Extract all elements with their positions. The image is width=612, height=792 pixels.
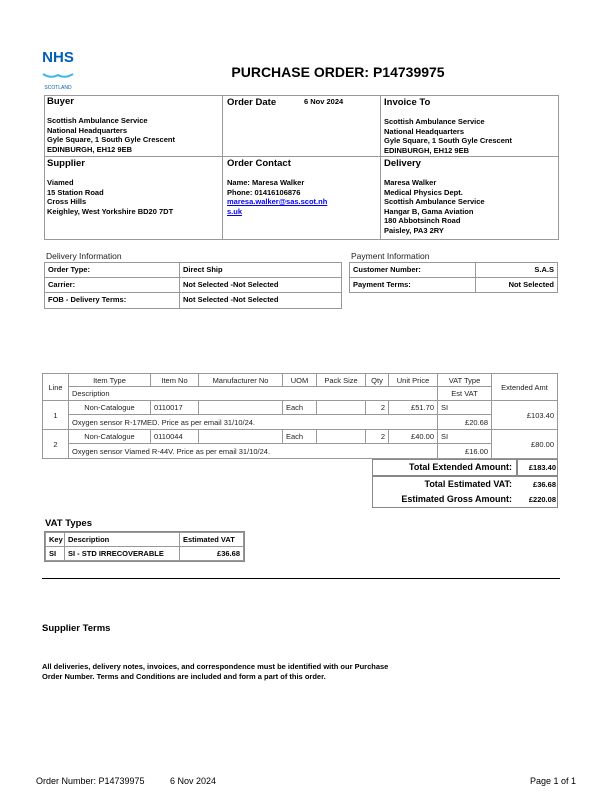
supplier-line: 15 Station Road: [47, 187, 104, 197]
cell-pack-size: [316, 400, 366, 415]
supplier-terms-text: [42, 662, 388, 681]
col-uom: UOM: [282, 373, 317, 387]
supplier-line: Keighley, West Yorkshire BD20 7DT: [47, 206, 174, 216]
cell-extended-amt: £103.40: [491, 400, 558, 430]
cell-uom: Each: [282, 429, 317, 444]
contact-email-link[interactable]: maresa.walker@sas.scot.nh: [227, 197, 328, 206]
contact-email-link-cont[interactable]: s.uk: [227, 206, 243, 216]
col-est-vat: Est VAT: [437, 386, 492, 401]
cell-item-no: 0110044: [150, 429, 199, 444]
buyer-line: Scottish Ambulance Service: [47, 116, 148, 125]
invoice-to-section: [384, 97, 512, 155]
delivery-info-heading: Delivery Information: [46, 251, 122, 261]
cell-uom: Each: [282, 400, 317, 415]
cell-qty: 2: [365, 400, 389, 415]
fob-value: Not Selected -Not Selected: [179, 292, 342, 309]
cell-line: 1: [42, 400, 69, 430]
buyer-line: National Headquarters: [47, 125, 128, 135]
vat-cell-description: SI - STD IRRECOVERABLE: [64, 546, 180, 561]
total-extended-label: Total Extended Amount:: [409, 462, 512, 472]
divider: [42, 578, 560, 579]
supplier-line: Viamed: [47, 178, 74, 187]
cell-extended-amt: £80.00: [491, 429, 558, 459]
footer-page: Page 1 of 1: [529, 776, 576, 786]
cell-qty: 2: [365, 429, 389, 444]
vat-col-estimated: Estimated VAT: [179, 532, 244, 547]
nhs-logo: [40, 50, 76, 92]
cell-est-vat: £20.68: [437, 414, 492, 430]
buyer-line: Gyle Square, 1 South Gyle Crescent: [47, 135, 175, 144]
logo-subtext: SCOTLAND: [44, 85, 72, 91]
col-description: Description: [68, 386, 438, 401]
delivery-line: Hangar B, Gama Aviation: [384, 206, 474, 216]
total-extended-value: £183.40: [528, 463, 556, 472]
total-vat-value: £36.68: [533, 480, 556, 489]
cell-description: Oxygen sensor R-17MED. Price as per email 31/10/24.: [68, 414, 438, 430]
fob-label: FOB - Delivery Terms:: [44, 292, 180, 309]
cell-unit-price: £40.00: [388, 429, 438, 444]
total-vat-label: Total Estimated VAT:: [424, 479, 512, 489]
logo-text: NHS: [42, 49, 74, 66]
order-date-heading: Order Date: [227, 97, 277, 108]
order-type-label: Order Type:: [44, 262, 180, 278]
delivery-line: Medical Physics Dept.: [384, 187, 463, 197]
invoice-line: Scottish Ambulance Service: [384, 117, 485, 126]
cell-item-no: 0110017: [150, 400, 199, 415]
col-pack-size: Pack Size: [316, 373, 366, 387]
logo-wave-icon: [41, 71, 75, 79]
carrier-label: Carrier:: [44, 277, 180, 293]
supplier-heading: Supplier: [47, 158, 86, 169]
payment-terms-value: Not Selected: [475, 277, 558, 293]
vat-cell-key: SI: [45, 546, 65, 561]
cell-vat-type: SI: [437, 429, 492, 444]
carrier-value: Not Selected -Not Selected: [179, 277, 342, 293]
buyer-heading: Buyer: [47, 96, 74, 107]
vat-col-key: Key: [45, 532, 65, 547]
cell-manufacturer-no: [198, 429, 283, 444]
order-type-value: Direct Ship: [179, 262, 342, 278]
payment-info-heading: Payment Information: [351, 251, 430, 261]
footer-date: 6 Nov 2024: [170, 776, 217, 786]
supplier-section: [47, 158, 173, 216]
order-contact-section: [227, 158, 327, 216]
invoice-to-heading: Invoice To: [384, 97, 431, 108]
page-title: PURCHASE ORDER: P14739975: [231, 64, 445, 80]
delivery-line: Scottish Ambulance Service: [384, 197, 485, 206]
cell-description: Oxygen sensor Viamed R-44V. Price as per email 31/10/24.: [68, 443, 438, 459]
cell-manufacturer-no: [198, 400, 283, 415]
footer-order-number: Order Number: P14739975: [36, 776, 145, 786]
cell-est-vat: £16.00: [437, 443, 492, 459]
col-manufacturer-no: Manufacturer No: [198, 373, 283, 387]
cell-unit-price: £51.70: [388, 400, 438, 415]
vat-cell-estimated: £36.68: [179, 546, 244, 561]
col-vat-type: VAT Type: [437, 373, 492, 387]
cell-pack-size: [316, 429, 366, 444]
col-item-type: Item Type: [68, 373, 151, 387]
customer-number-value: S.A.S: [475, 262, 558, 278]
col-item-no: Item No: [150, 373, 199, 387]
terms-line: Order Number. Terms and Conditions are included and form a part of this order.: [42, 671, 326, 681]
delivery-heading: Delivery: [384, 158, 421, 169]
buyer-section: [47, 97, 175, 154]
invoice-line: Gyle Square, 1 South Gyle Crescent: [384, 136, 512, 145]
cell-line: 2: [42, 429, 69, 459]
cell-item-type: Non-Catalogue: [68, 429, 151, 444]
delivery-line: Maresa Walker: [384, 178, 437, 187]
col-unit-price: Unit Price: [388, 373, 438, 387]
delivery-line: Paisley, PA3 2RY: [384, 225, 444, 235]
invoice-line: EDINBURGH, EH12 9EB: [384, 145, 470, 155]
vat-col-description: Description: [64, 532, 180, 547]
delivery-line: 180 Abbotsinch Road: [384, 216, 461, 225]
supplier-line: Cross Hills: [47, 197, 87, 206]
gross-label: Estimated Gross Amount:: [401, 494, 512, 504]
invoice-line: National Headquarters: [384, 126, 465, 136]
order-date-value: 6 Nov 2024: [304, 97, 344, 106]
order-contact-heading: Order Contact: [227, 158, 291, 169]
col-qty: Qty: [365, 373, 389, 387]
delivery-section: [384, 158, 485, 235]
terms-line: All deliveries, delivery notes, invoices, and correspondence must be identified with our Purchase: [42, 662, 389, 671]
contact-name: Name: Maresa Walker: [227, 178, 305, 187]
col-extended-amt: Extended Amt: [491, 373, 558, 401]
cell-vat-type: SI: [437, 400, 492, 415]
col-line: Line: [42, 373, 69, 401]
gross-value: £220.08: [528, 495, 556, 504]
supplier-terms-heading: Supplier Terms: [42, 623, 111, 634]
contact-phone: Phone: 01416106876: [227, 187, 301, 197]
customer-number-label: Customer Number:: [349, 262, 476, 278]
buyer-line: EDINBURGH, EH12 9EB: [47, 144, 133, 154]
payment-terms-label: Payment Terms:: [349, 277, 476, 293]
cell-item-type: Non-Catalogue: [68, 400, 151, 415]
vat-types-heading: VAT Types: [45, 518, 92, 529]
